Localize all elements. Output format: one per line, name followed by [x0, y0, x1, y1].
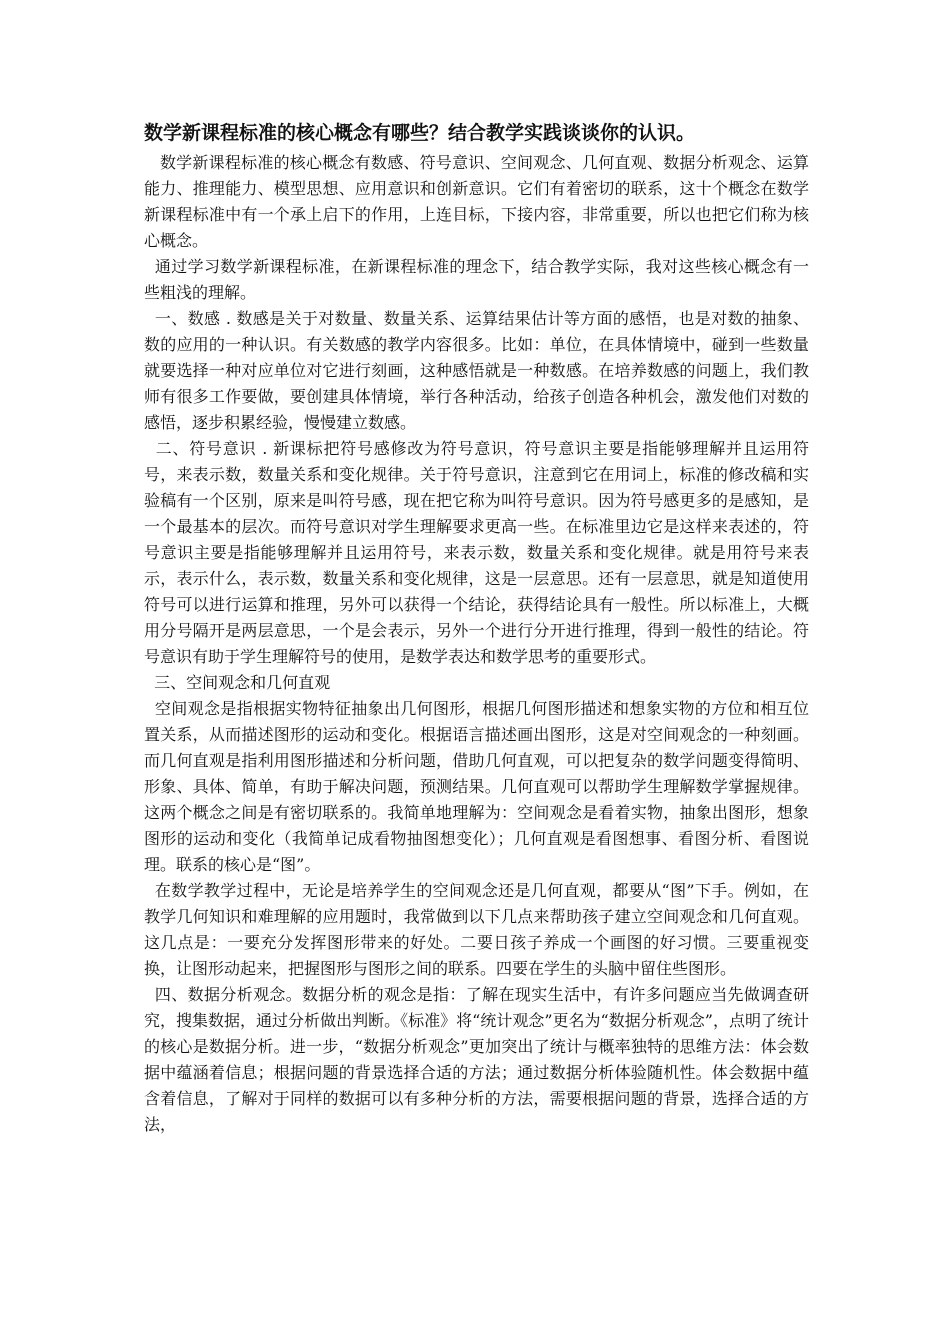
paragraph-teaching-practice: 在数学教学过程中，无论是培养学生的空间观念还是几何直观，都要从“图”下手。例如，在教学几何知识和难理解的应用题时，我常做到以下几点来帮助孩子建立空间观念和几何直观。这几点是：一要充分发挥图形带来的好处。二要日孩子养成一个画图的好习惯。三要重视变换，让图形动起来，把握图形与图形之间的联系。四要在学生的头脑中留住些图形。 — [144, 881, 810, 978]
paragraph-number-sense: 一、数感 . 数感是关于对数量、数量关系、运算结果估计等方面的感悟，也是对数的抽象、数的应用的一种认识。有关数感的教学内容很多。比如：单位，在具体情境中，碰到一些数量就要选择一种对应单位对它进行刻画，这种感悟就是一种数感。在培养数感的问题上，我们教师有很多工作要做，要创建具体情境，举行各种活动，给孩子创造各种机会，激发他们对数的感悟，逐步积累经验，慢慢建立数感。 — [144, 309, 810, 432]
paragraph-symbol-awareness: 二、符号意识 . 新课标把符号感修改为符号意识，符号意识主要是指能够理解并且运用符号，来表示数，数量关系和变化规律。关于符号意识，注意到它在用词上，标准的修改稿和实验稿有一个区别，原来是叫符号感，现在把它称为叫符号意识。因为符号感更多的是感知，是一个最基本的层次。而符号意识对学生理解要求更高一些。在标准里边它是这样来表述的，符号意识主要是指能够理解并且运用符号，来表示数，数量关系和变化规律。就是用符号来表示，表示什么，表示数，数量关系和变化规律，这是一层意思。还有一层意思，就是知道使用符号可以进行运算和推理，另外可以获得一个结论，获得结论具有一般性。所以标准上，大概用分号隔开是两层意思，一个是会表示，另外一个进行分开进行推理，得到一般性的结论。符号意识有助于学生理解符号的使用，是数学表达和数学思考的重要形式。 — [144, 439, 810, 666]
document-body — [144, 118, 809, 1138]
paragraph-data-analysis: 四、数据分析观念。数据分析的观念是指：了解在现实生活中，有许多问题应当先做调查研究，搜集数据，通过分析做出判断。《标准》将“统计观念”更名为“数据分析观念”，点明了统计的核心是数据分析。进一步，“数据分析观念”更加突出了统计与概率独特的思维方法：体会数据中蕴涵着信息；根据问题的背景选择合适的方法；通过数据分析体验随机性。体会数据中蕴含着信息，了解对于同样的数据可以有多种分析的方法，需要根据问题的背景，选择合适的方法， — [144, 985, 809, 1134]
paragraph-spatial-concept: 空间观念是指根据实物特征抽象出几何图形，根据几何图形描述和想象实物的方位和相互位置关系，从而描述图形的运动和变化。根据语言描述画出图形，这是对空间观念的一种刻画。而几何直观是指利用图形描述和分析问题，借助几何直观，可以把复杂的数学问题变得简明、形象、具体、简单，有助于解决问题，预测结果。几何直观可以帮助学生理解数学掌握规律。这两个概念之间是有密切联系的。我简单地理解为：空间观念是看着实物，抽象出图形，想象图形的运动和变化（我简单记成看物抽图想变化）；几何直观是看图想事、看图分析、看图说理。联系的核心是“图”。 — [144, 699, 809, 874]
section-heading-spatial: 三、空间观念和几何直观 — [144, 673, 331, 692]
paragraph-understanding: 通过学习数学新课程标准，在新课程标准的理念下，结合教学实际，我对这些核心概念有一些粗浅的理解。 — [144, 257, 809, 302]
document-title: 数学新课程标准的核心概念有哪些？结合教学实践谈谈你的认识。 — [144, 122, 696, 144]
paragraph-intro: 数学新课程标准的核心概念有数感、符号意识、空间观念、几何直观、数据分析观念、运算能力、推理能力、模型思想、应用意识和创新意识。它们有着密切的联系，这十个概念在数学新课程标准中有一个承上启下的作用，上连目标，下接内容，非常重要，所以也把它们称为核心概念。 — [144, 153, 809, 250]
